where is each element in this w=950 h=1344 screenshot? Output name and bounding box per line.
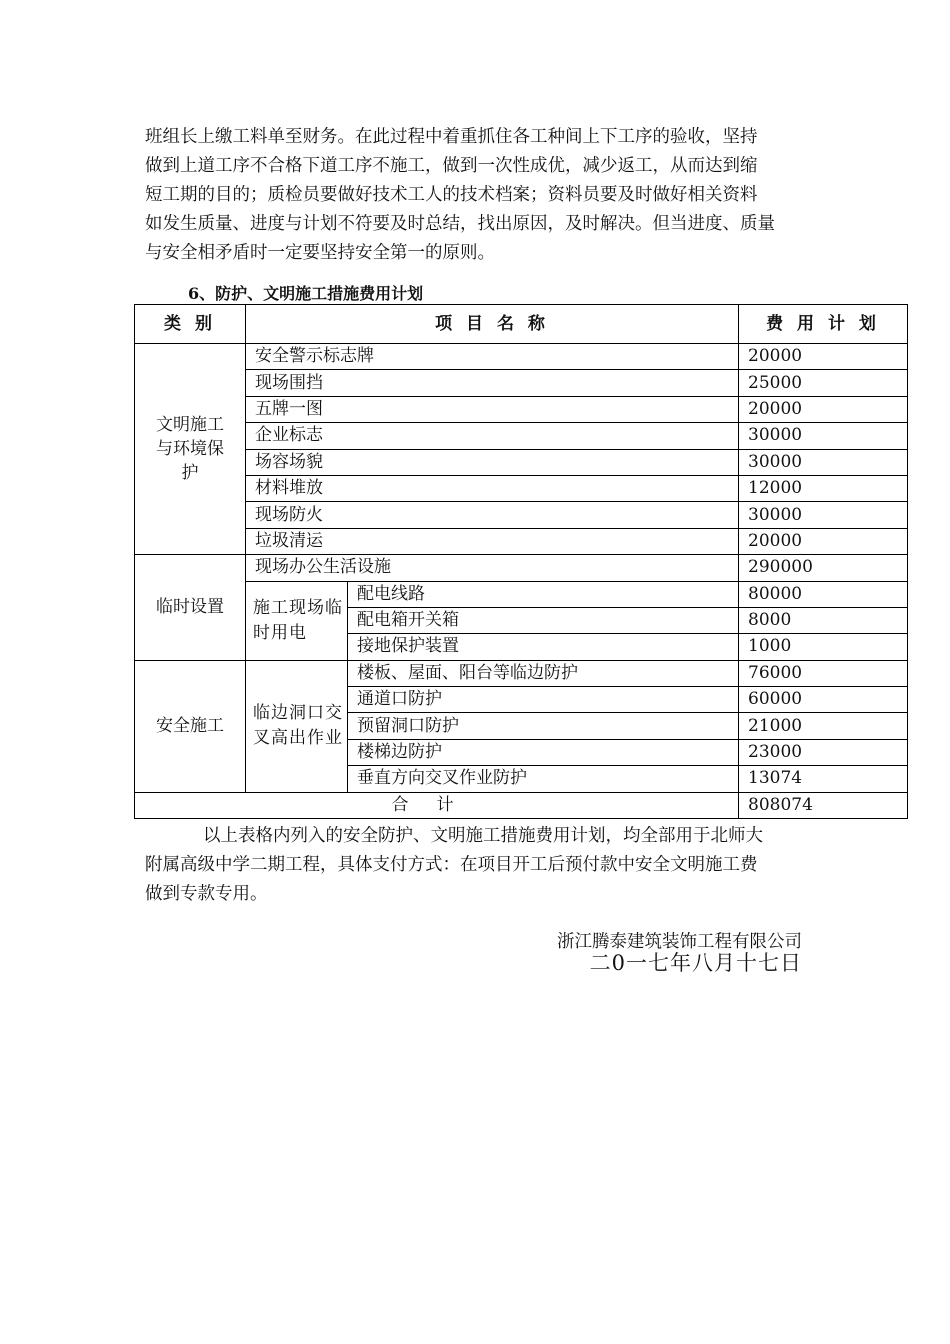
- table-row: [135, 423, 908, 449]
- item-cell: 材料堆放: [246, 475, 739, 501]
- closing-paragraph: [145, 822, 810, 909]
- cost-cell: 13074: [739, 766, 908, 792]
- sub-category-cell: 临边洞口交叉高出作业: [246, 660, 348, 792]
- item-cell: 接地保护装置: [348, 634, 739, 660]
- intro-line: 短工期的目的；质检员要做好技术工人的技术档案；资料员要及时做好相关资料: [145, 185, 758, 205]
- cost-cell: 20000: [739, 396, 908, 422]
- intro-line: 班组长上缴工料单至财务。在此过程中着重抓住各工种间上下工序的验收，坚持: [145, 127, 758, 147]
- cost-cell: 30000: [739, 449, 908, 475]
- table-row: [135, 396, 908, 422]
- item-cell: 场容场貌: [246, 449, 739, 475]
- header-item: 项 目 名 称: [246, 305, 739, 344]
- item-cell: 配电箱开关箱: [348, 607, 739, 633]
- table-row: [135, 475, 908, 501]
- signature-date: 二0一七年八月十七日: [589, 951, 802, 975]
- header-cost: 费 用 计 划: [739, 305, 908, 344]
- item-cell: 垂直方向交叉作业防护: [348, 766, 739, 792]
- cost-cell: 23000: [739, 739, 908, 765]
- category-cell: 安全施工: [135, 660, 246, 792]
- cost-cell: 21000: [739, 713, 908, 739]
- item-cell: 现场围挡: [246, 370, 739, 396]
- cost-cell: 20000: [739, 528, 908, 554]
- cost-cell: 76000: [739, 660, 908, 686]
- closing-line: 以上表格内列入的安全防护、文明施工措施费用计划，均全部用于北师大: [203, 826, 763, 846]
- company-name: 浙江腾泰建筑装饰工程有限公司: [557, 932, 802, 952]
- table-row: [135, 555, 908, 581]
- category-label: 文明施工与环境保护: [156, 415, 224, 484]
- cost-cell: 30000: [739, 502, 908, 528]
- total-row: [135, 792, 908, 818]
- cost-cell: 1000: [739, 634, 908, 660]
- intro-line: 与安全相矛盾时一定要坚持安全第一的原则。: [145, 243, 495, 263]
- cost-cell: 12000: [739, 475, 908, 501]
- cost-cell: 60000: [739, 687, 908, 713]
- table-row: [135, 344, 908, 370]
- table-row: [135, 660, 908, 686]
- item-cell: 五牌一图: [246, 396, 739, 422]
- cost-cell: 80000: [739, 581, 908, 607]
- table-row: [135, 581, 908, 607]
- cost-cell: 30000: [739, 423, 908, 449]
- item-cell: 通道口防护: [348, 687, 739, 713]
- item-cell: 现场办公生活设施: [246, 555, 739, 581]
- table-row: [135, 370, 908, 396]
- table-row: [135, 528, 908, 554]
- category-cell: [135, 344, 246, 555]
- item-cell: 楼梯边防护: [348, 739, 739, 765]
- section-heading: 6、防护、文明施工措施费用计划: [188, 284, 424, 303]
- item-cell: 配电线路: [348, 581, 739, 607]
- item-cell: 企业标志: [246, 423, 739, 449]
- item-cell: 楼板、屋面、阳台等临边防护: [348, 660, 739, 686]
- closing-line: 做到专款专用。: [145, 884, 268, 904]
- table-row: [135, 502, 908, 528]
- item-cell: 垃圾清运: [246, 528, 739, 554]
- total-value: 808074: [739, 792, 908, 818]
- item-cell: 预留洞口防护: [348, 713, 739, 739]
- table-row: [135, 449, 908, 475]
- intro-line: 做到上道工序不合格下道工序不施工，做到一次性成优，减少返工，从而达到缩: [145, 156, 758, 176]
- category-cell: 临时设置: [135, 555, 246, 661]
- cost-cell: 8000: [739, 607, 908, 633]
- intro-paragraph: [145, 123, 810, 268]
- intro-line: 如发生质量、进度与计划不符要及时总结，找出原因，及时解决。但当进度、质量: [145, 214, 775, 234]
- table-header-row: [135, 305, 908, 344]
- item-cell: 现场防火: [246, 502, 739, 528]
- cost-cell: 25000: [739, 370, 908, 396]
- cost-plan-table: [134, 304, 908, 819]
- header-category: 类 别: [135, 305, 246, 344]
- item-cell: 安全警示标志牌: [246, 344, 739, 370]
- cost-cell: 20000: [739, 344, 908, 370]
- total-label: 合计: [135, 792, 739, 818]
- cost-cell: 290000: [739, 555, 908, 581]
- closing-line: 附属高级中学二期工程，具体支付方式：在项目开工后预付款中安全文明施工费: [145, 855, 758, 875]
- sub-category-cell: 施工现场临时用电: [246, 581, 348, 660]
